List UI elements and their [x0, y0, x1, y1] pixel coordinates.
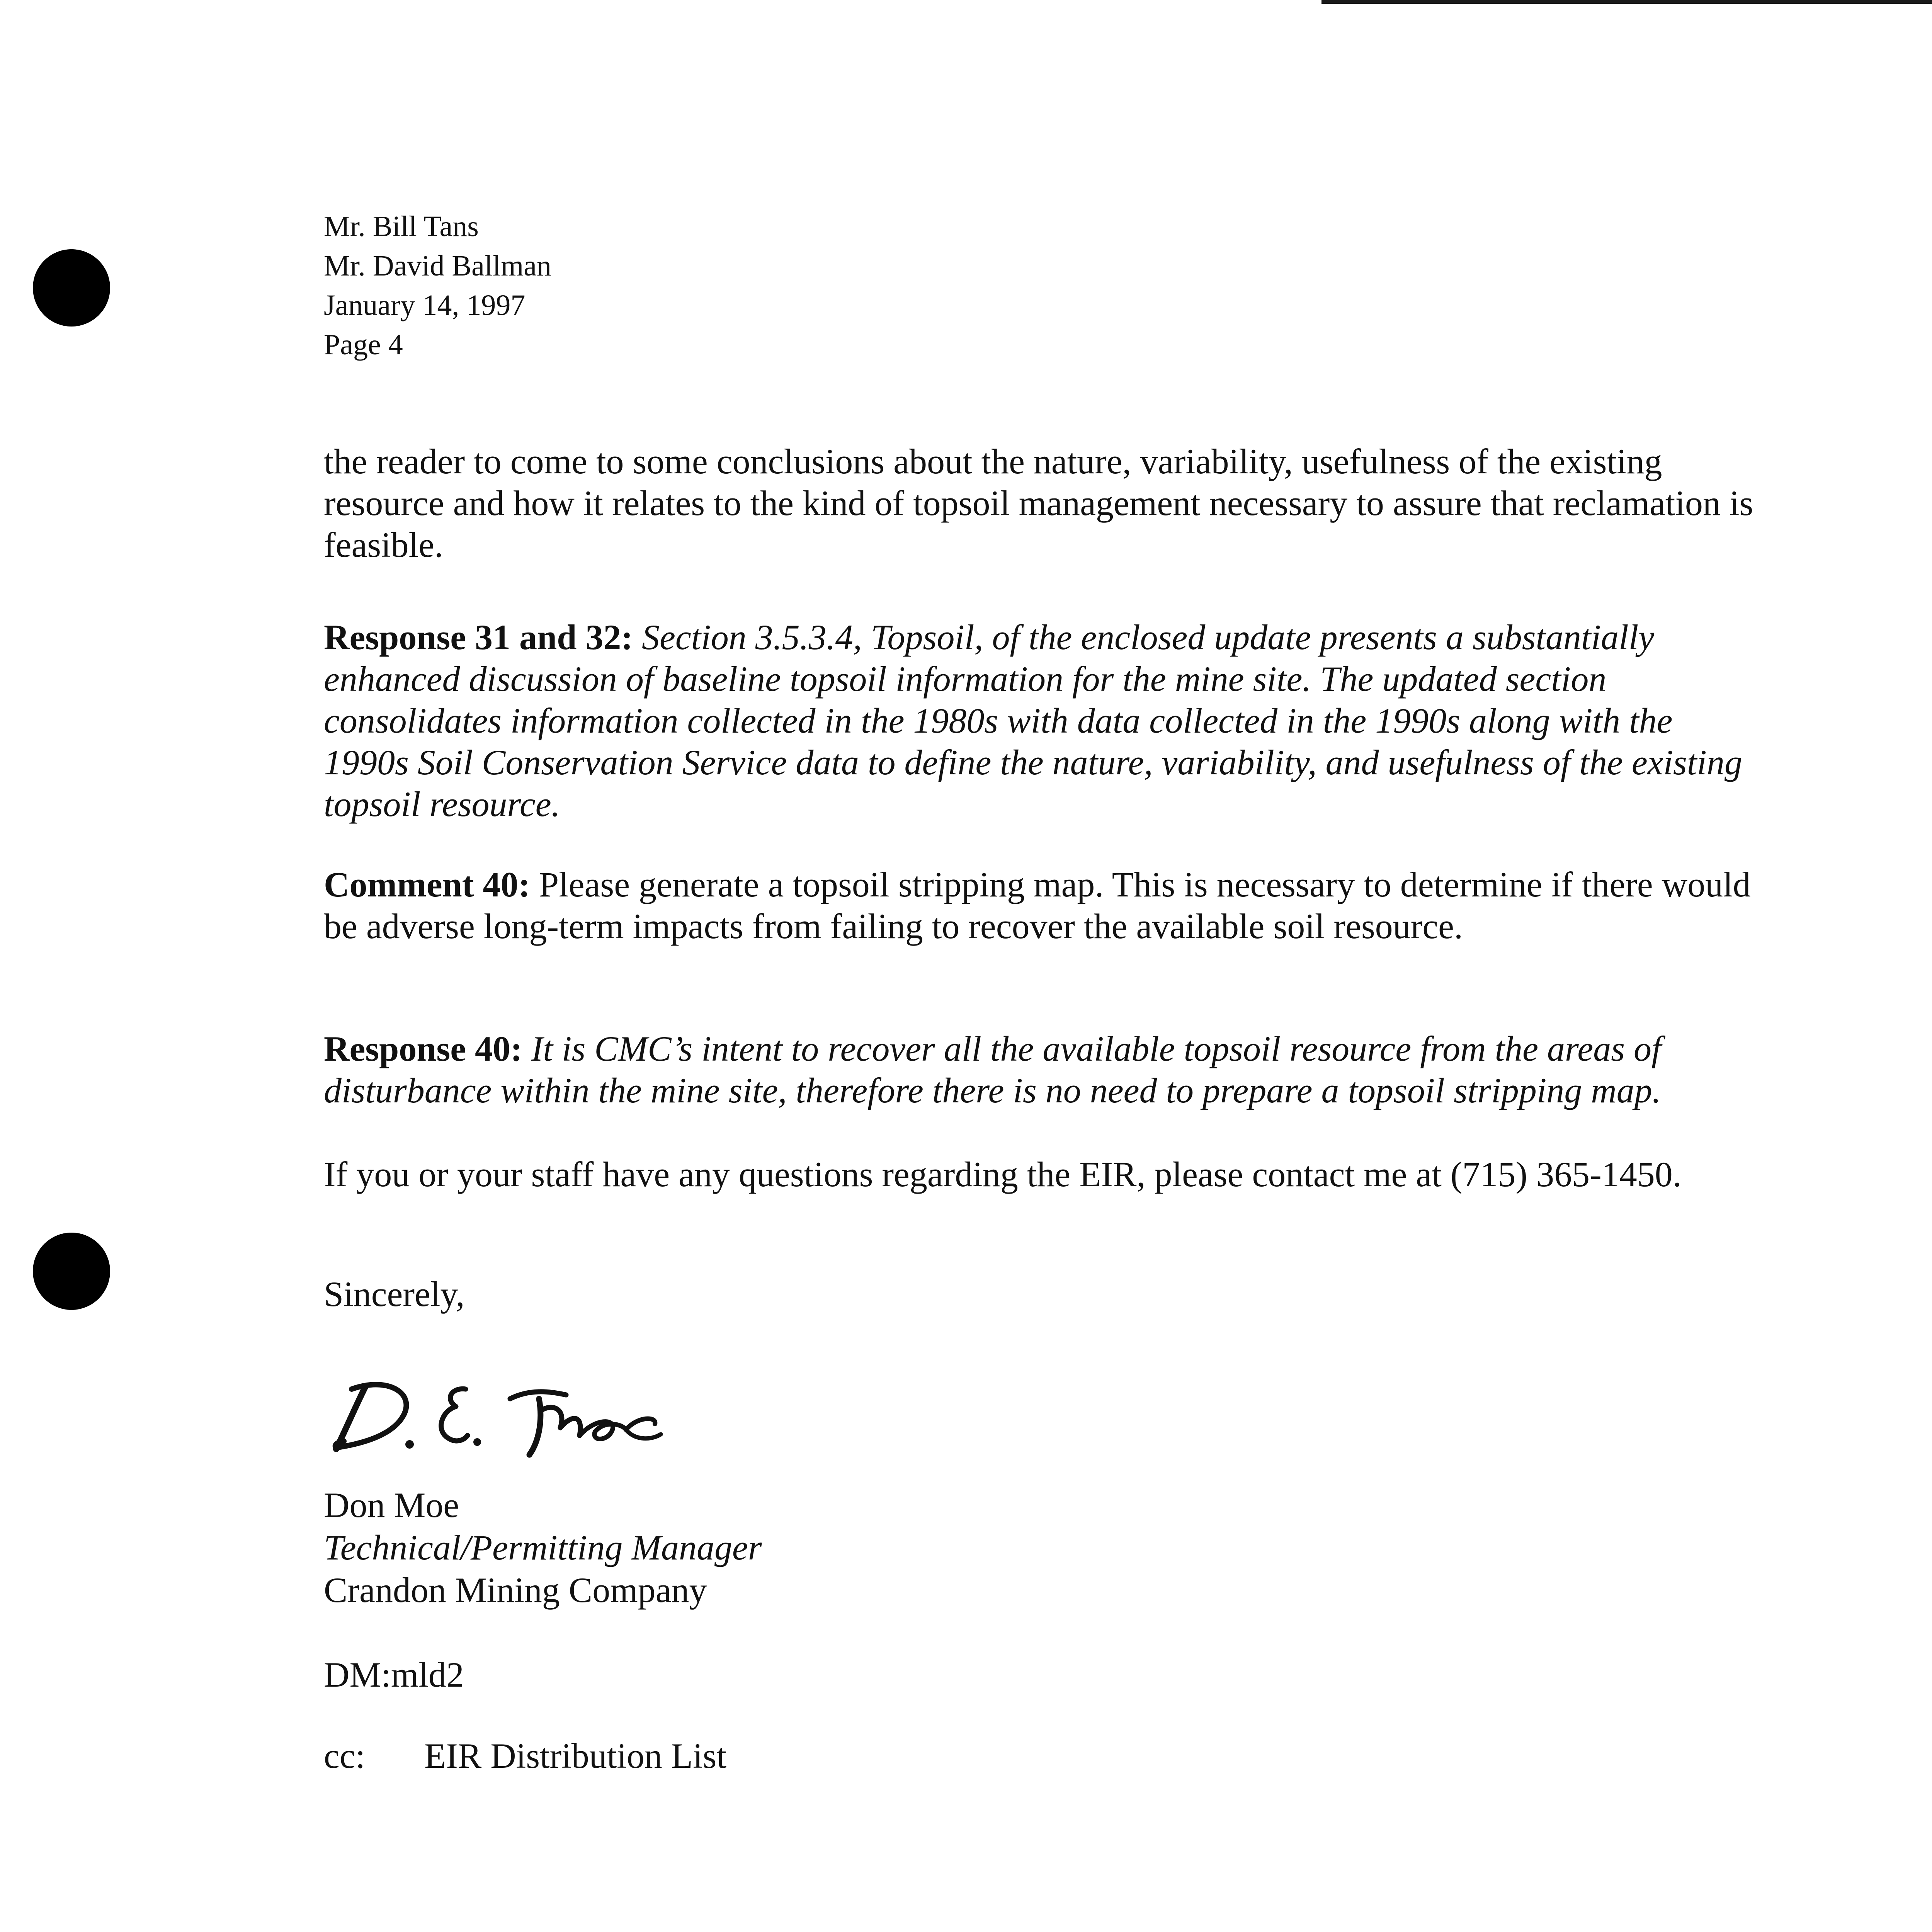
response-text: Section 3.5.3.4, Topsoil, of the enclosed update presents a substantially enhanced discussion of baseline topsoil information for the mine site. The updated section consolidates information collected in the 1980s with data collected in the 1990s along with the 1990s Soil Conservation Service data to define the nature, variability, and usefulness of the existing topsoil resource.	[324, 617, 1742, 824]
punch-hole	[33, 249, 110, 327]
signature-block	[324, 1484, 762, 1611]
cc-value: EIR Distribution List	[424, 1736, 726, 1776]
comment-40-paragraph	[324, 864, 1753, 947]
response-label: Response 31 and 32:	[324, 617, 633, 657]
comment-text: Please generate a topsoil stripping map. This is necessary to determine if there would be adverse long-term impacts from failing to recover the available soil resource.	[324, 865, 1751, 946]
company-name: Crandon Mining Company	[324, 1570, 707, 1610]
recipient-line: Mr. David Ballman	[324, 250, 551, 282]
continuation-paragraph: the reader to come to some conclusions about the nature, variability, usefulness of the existing resource and how it relates to the kind of topsoil management necessary to assure that reclamation is feasible.	[324, 442, 1753, 565]
handwritten-signature	[328, 1352, 668, 1468]
response-31-32-paragraph	[324, 616, 1753, 825]
letter-header	[324, 207, 551, 364]
page-number: Page 4	[324, 328, 403, 361]
response-label: Response 40:	[324, 1029, 522, 1068]
comment-label: Comment 40:	[324, 865, 530, 904]
typist-initials: DM:mld2	[324, 1655, 464, 1694]
top-edge-rule	[1321, 0, 1932, 4]
cc-line	[324, 1735, 726, 1777]
signer-title: Technical/Permitting Manager	[324, 1528, 762, 1567]
cc-label: cc:	[324, 1736, 366, 1776]
letter-date: January 14, 1997	[324, 289, 526, 321]
punch-hole	[33, 1233, 110, 1310]
signer-name: Don Moe	[324, 1485, 459, 1525]
salutation: Sincerely,	[324, 1274, 465, 1314]
contact-paragraph: If you or your staff have any questions regarding the EIR, please contact me at (715) 365-1450.	[324, 1155, 1682, 1194]
recipient-line: Mr. Bill Tans	[324, 210, 479, 243]
response-40-paragraph	[324, 1028, 1753, 1111]
response-text: It is CMC’s intent to recover all the available topsoil resource from the areas of disturbance within the mine site, therefore there is no need to prepare a topsoil stripping map.	[324, 1029, 1662, 1110]
